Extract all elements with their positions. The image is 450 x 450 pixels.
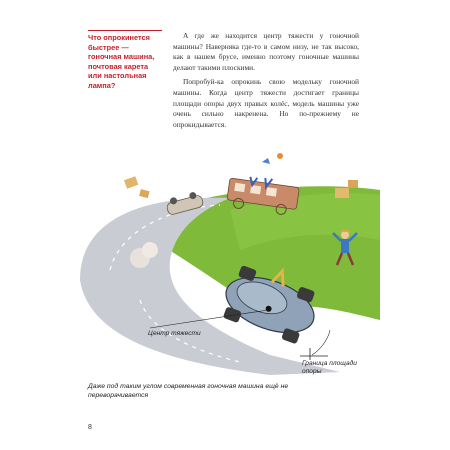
support-area-label: Граница площади опоры	[302, 360, 357, 375]
race-car-illustration	[80, 150, 380, 380]
sidebar-question: Что опрокинется быстрее — гоночная машина, почтовая карета или настольная лампа?	[88, 30, 162, 91]
body-paragraph-2: Попробуй-ка опрокинь свою модельку гоночной машины. Когда центр тяжести достигает границы площади опоры двух правых колёс, модель машины уже очень сильно накренена. Но по-прежнему не опрокидывается.	[173, 77, 359, 129]
body-paragraph-1: А где же находится центр тяжести у гоночной машины? Наверняка где-то в самом низу, не так высоко, как в нашем брусе, именно поэтому гоночные машины делают такими плоскими.	[173, 31, 359, 72]
flying-box	[124, 176, 138, 189]
figure-caption: Даже под таким углом современная гоночная машина ещё не переворачивается	[88, 383, 289, 399]
page-number: 8	[88, 424, 92, 431]
center-of-gravity-label: Центр тяжести	[148, 330, 201, 337]
body-text	[173, 31, 359, 130]
